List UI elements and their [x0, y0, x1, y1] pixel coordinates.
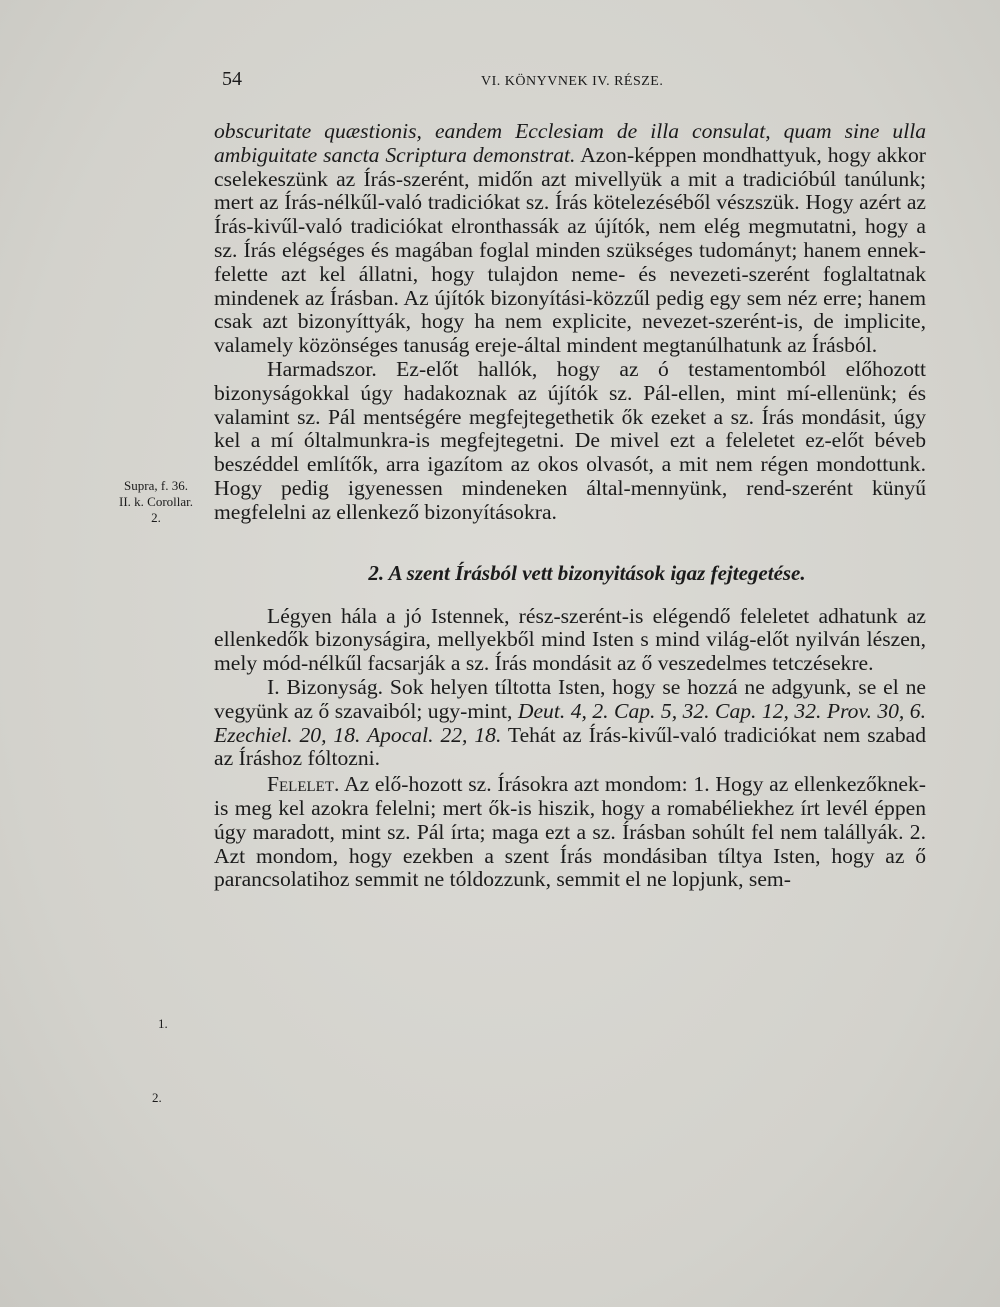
paragraph-text: Az elő-hozott sz. Írásokra azt mondom: 1. Hogy az ellenkezőknek-is meg kel azokra felelni; mert ők-is hiszik, hogy a romabéliekhez írt levél éppen úgy maradott, mint sz. Pál írta; maga ezt a sz. Írásban sohúlt fel nem talállyák. 2. Azt mondom, hogy ezekben a szent Írás mondásiban tíltya Isten, hogy az ő parancsolatihoz semmit ne tóldozzunk, semmit el ne lopjunk, sem- [214, 772, 926, 892]
page-number: 54 [222, 68, 242, 90]
paragraph-text: I. Bizonyság. Sok helyen tíltotta Isten, hogy se hozzá ne adgyunk, se el ne vegyünk az ő szavaiból; ugy-mint, [214, 674, 926, 723]
margin-note-line: Supra, f. 36. [124, 478, 188, 493]
margin-note-line: 2. [151, 510, 161, 525]
scripture-references: Deut. 4, 2. Cap. 5, 32. Cap. 12, 32. Prov. 30, 6. Ezechiel. 20, 18. Apocal. 22, 18. [214, 698, 926, 747]
felelet-label: Felelet. [267, 772, 340, 797]
paragraph-bizonysag [214, 676, 926, 771]
margin-number-2: 2. [152, 1090, 162, 1105]
section-heading: 2. A szent Írásból vett bizonyitások igaz fejtegetése. [368, 560, 806, 585]
paragraph-text: Azon-képpen mondhattyuk, hogy akkor cselekeszünk az Írás-szerént, midőn azt mivellyük a mit a tradicióbúl tanúlunk; mert az Írás-nélkűl-való tradiciókat sz. Írás kötelezéséből vészszük. Hogy azért az Írás-kivűl-való tradiciókat elronthassák az újítók, nem elég megmutatni, hogy a sz. Írás elégséges és magában foglal minden szükséges tudományt; hanem ennek-felette azt kel állatni, hogy tulajdon neme- és nevezeti-szerént foglaltatnak mindenek az Írásban. Az újítók bizonyítási-közzűl pedig egy sem néz erre; hanem csak azt bizonyíttyák, hogy ha nem explicite, nevezet-szerént-is, de implicite, valamely közönséges tanuság ereje-által mindent megtanúlhatunk az Írásból. [214, 142, 926, 358]
paragraph-harmadszor: Harmadszor. Ez-előt hallók, hogy az ó testamentomból előhozott bizonyságokkal úgy hadakoznak az újítók sz. Pál-ellen, mint mí-ellenünk; és valamint sz. Pál mentségére megfejtegethetik ők ezeket a sz. Írás mondásit, úgy kel a mí óltalmunkra-is megfejtegetni. De mivel ezt a feleletet ez-előt béveb beszéddel említők, arra igazítom az okos olvasót, a mit nem régen mondottunk. Hogy pedig igyenessen mindeneken által-mennyünk, rend-szerént künyű megfelelni az ellenkező bizonyításokra. [214, 356, 926, 524]
paragraph-text: Tehát az Írás-kivűl-való tradiciókat nem szabad az Íráshoz fóltozni. [214, 722, 926, 771]
paragraph-continued [214, 120, 926, 358]
margin-note-line: II. k. Corollar. [118, 494, 193, 509]
latin-quote: obscuritate quæstionis, eandem Ecclesiam de illa consulat, quam sine ulla ambiguitate sancta Scriptura demonstrat. [214, 119, 926, 167]
main-text [214, 120, 926, 892]
paragraph-felelet [214, 773, 926, 892]
margin-number-1: 1. [158, 1016, 168, 1031]
paragraph-intro: Légyen hála a jó Istennek, rész-szerént-is elégendő feleletet adhatunk az ellenkedők bizonyságira, mellyekből mind Isten s mind világ-előt nyilván lészen, mely mód-nélkűl facsarják a sz. Írás mondásit az ő veszedelmes tetczésekre. [214, 603, 926, 676]
margin-note-supra [104, 478, 208, 526]
running-head: VI. KÖNYVNEK IV. RÉSZE. [481, 74, 664, 89]
